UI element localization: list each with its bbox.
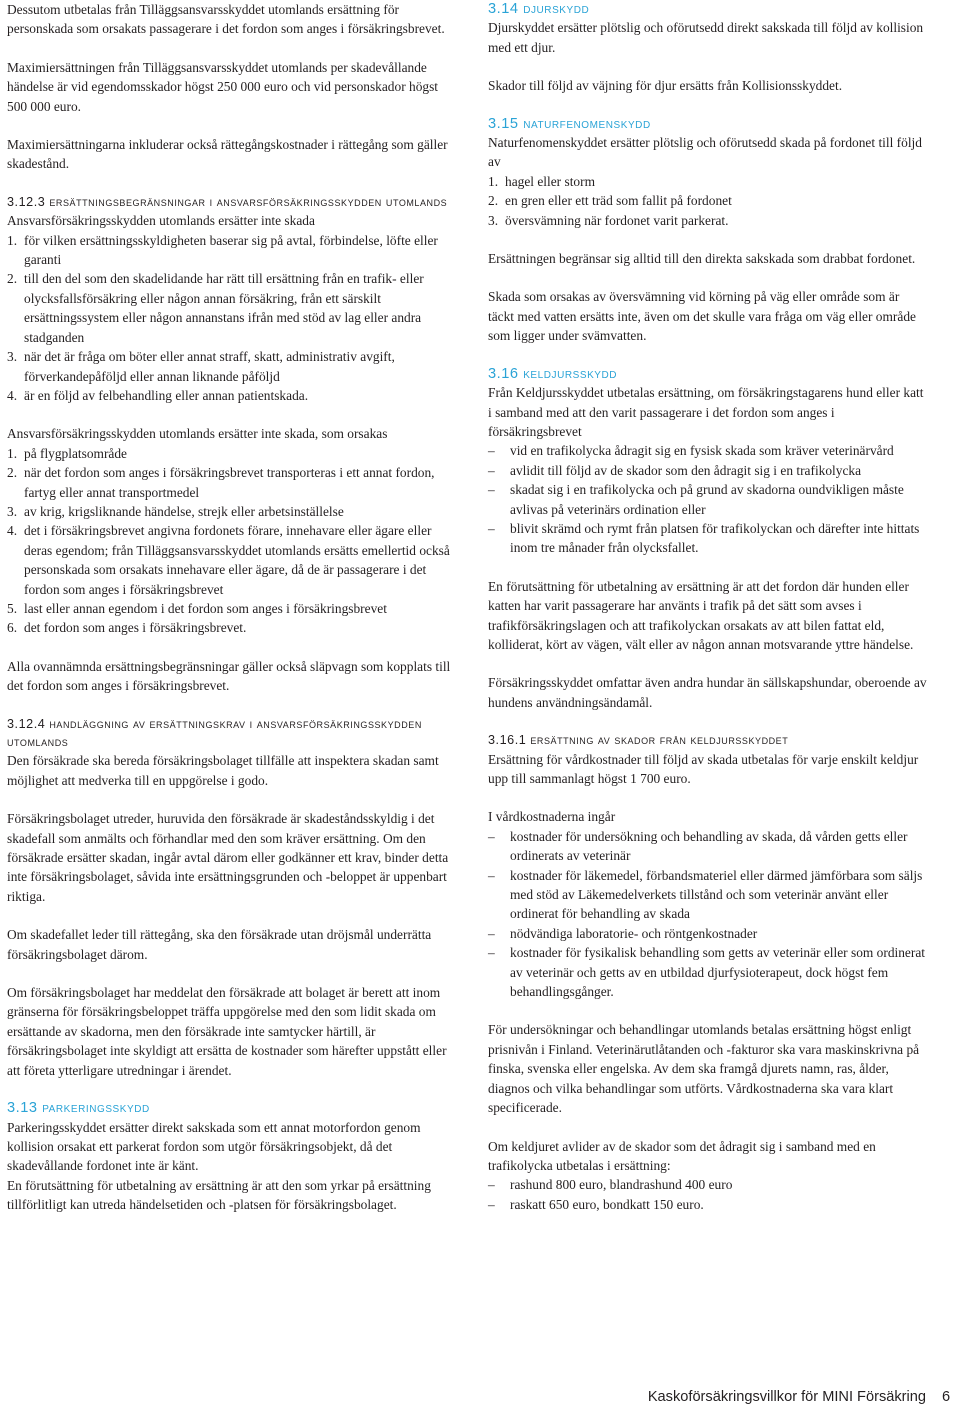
paragraph-3-16-1-b: För undersökningar och behandlingar utomlands betalas ersättning högst enligt prisnivån i Finland. Veterinärutlåtanden och -fakturor ska vara maskinskrivna på finska, svenska eller engelska. Av dem ska framgå djurets namn, ras, ålder, diagnos och vilka behandlingar som utförts. Vårdkostnaderna ska vara klart specificerade.	[488, 1022, 920, 1116]
list-item: 2. till den del som den skadelidande har rätt till ersättning från en trafik- eller olycksfallsförsäkring eller någon annan försäkring, från ett särskilt ersättningssystem eller någon annanstans ifrån med stöd av lag eller andra stadganden	[7, 271, 424, 345]
paragraph-3-16-1-intro: I vårdkostnaderna ingår	[488, 809, 616, 825]
list-item: – rashund 800 euro, blandrashund 400 euro	[488, 1175, 928, 1194]
paragraph-3-14-a: Djurskyddet ersätter plötslig och oförutsedd direkt sakskada till följd av kollision med ett djur.	[488, 20, 924, 55]
paragraph-3-15-b: Skada som orsakas av översvämning vid körning på väg eller område som är täckt med vatten ersätts inte, även om det skulle vara fråga om väg eller område som ligger under svämvatten.	[488, 289, 916, 344]
heading-3-12-3: 3.12.3 ersättningsbegränsningar i ansvarsförsäkringsskydden utomlands	[7, 194, 448, 209]
list-item: – kostnader för läkemedel, förbandsmateriel eller därmed jämförbara som säljs med stöd av Läkemedelverkets tillstånd och som veterinär använt eller ordinerat för behandling av skada	[488, 866, 928, 924]
heading-3-12-4: 3.12.4 handläggning av ersättningskrav i ansvarsförsäkringsskydden utomlands	[7, 716, 422, 749]
list-item: 3. när det är fråga om böter eller annat straff, skatt, administrativ avgift, förverkandepåföljd eller annan liknande påföljd	[7, 349, 395, 384]
list-item: – avlidit till följd av de skador som den ådragit sig i en trafikolycka	[488, 461, 928, 480]
heading-3-16-1: 3.16.1 ersättning av skador från keldjursskyddet	[488, 733, 789, 748]
paragraph-max-compensation: Maximiersättningen från Tilläggsansvarsskyddet utomlands per skadevållande händelse är vid egendomsskador högst 250 000 euro och vid personskador högst 500 000 euro.	[7, 59, 439, 114]
list-item: 1. för vilken ersättningsskyldigheten baserar sig på avtal, förbindelse, löfte eller garanti	[7, 232, 438, 268]
right-column	[488, 0, 928, 1214]
list-item: 2. en gren eller ett träd som fallit på fordonet	[488, 193, 732, 209]
paragraph-3-16-b: Försäkringsskyddet omfattar även andra hundar än sällskapshundar, oberoende av hundens användningsändamål.	[488, 675, 927, 710]
list-item: – skadat sig i en trafikolycka och på grund av skadorna oundvikligen måste avlivas på veterinärs ordination eller	[488, 480, 928, 519]
paragraph-3-12-4-c: Om skadefallet leder till rättegång, ska den försäkrade utan dröjsmål underrätta försäkringsbolaget därom.	[7, 927, 432, 962]
paragraph-3-16-1-a: Ersättning för vårdkostnader till följd av skada utbetalas för varje enskilt keldjur upp till sammanlagt högst 1 700 euro.	[488, 751, 919, 786]
list-item: 4. är en följd av felbehandling eller annan patientskada.	[7, 387, 309, 403]
paragraph-3-13-a: Parkeringsskyddet ersätter direkt sakskada som ett annat motorfordon genom kollision orsakat ett parkerat fordon som utgör försäkringsobjekt, då det skadevållande fordonet inte är känt.	[7, 1119, 421, 1174]
list-item: – nödvändiga laboratorie- och röntgenkostnader	[488, 924, 928, 943]
limitations-list	[7, 231, 452, 406]
page-footer	[648, 1387, 960, 1407]
list-item: 6. det fordon som anges i försäkringsbrevet.	[7, 620, 247, 636]
paragraph-alla: Alla ovannämnda ersättningsbegränsningar gäller också släpvagn som kopplats till det fordon som anges i försäkringsbrevet.	[7, 658, 451, 694]
list-item: – kostnader för fysikalisk behandling som getts av veterinär eller som ordinerat av veterinär och getts av en utbildad djurfysioterapeut, dock högst fem behandlingsgånger.	[488, 943, 928, 1001]
exclusions-list	[7, 444, 452, 638]
heading-3-16: 3.16 keldjursskydd	[488, 365, 618, 382]
paragraph-3-13-b: En förutsättning för utbetalning av ersättning är att den som yrkar på ersättning tillförlitligt kan utreda händelsetiden och -platsen för försäkringsbolaget.	[7, 1177, 431, 1213]
list-item: 1. på flygplatsområde	[7, 445, 127, 461]
list-item: 3. översvämning när fordonet varit parkerat.	[488, 212, 729, 228]
paragraph-3-14-b: Skador till följd av väjning för djur ersätts från Kollisionsskyddet.	[488, 78, 843, 94]
paragraph-intro: Dessutom utbetalas från Tilläggsansvarsskyddet utomlands ersättning för personskada som orsakats passagerare i det fordon som anges i försäkringsbrevet.	[7, 2, 445, 37]
heading-3-15: 3.15 naturfenomenskydd	[488, 115, 651, 132]
paragraph-3-12-4-b: Försäkringsbolaget utreder, huruvida den försäkrade är skadeståndsskyldig i det skadefall som anmälts och förhandlar med den som kräver ersättning. Om den försäkrade ersätter skadan, ingår avtal därom eller godkänner ett krav, binder detta inte försäkringsbolaget, såvida inte ersättningsgrunden och -beloppet är uppenbart riktiga.	[7, 811, 449, 904]
left-column	[7, 0, 452, 1215]
list-item: 4. det i försäkringsbrevet angivna fordonets förare, innehavare eller ägare eller deras egendom; från Tilläggsansvarsskyddet utomlands ersätts emellertid också personskada som orsakats innehavare eller ägare, då de är passagerare i det fordon som anges i försäkringsbrevet	[7, 523, 450, 597]
heading-3-13: 3.13 parkeringsskydd	[7, 1100, 150, 1117]
pet-conditions-list	[488, 441, 928, 557]
paragraph-3-12-4-d: Om försäkringsbolaget har meddelat den försäkrade att bolaget är berett att inom gränserna för försäkringsbeloppet träffa uppgörelse med den som lidit skada om ersättande av skadorna, men den försäkrade inte samtycker härtill, är försäkringsbolaget inte skyldigt att ersätta de kostnader som härefter uppstått eller att företa ytterligare utredningar i ärendet.	[7, 985, 447, 1078]
list-item: – blivit skrämd och rymt från platsen för trafikolyckan och därefter inte hittats inom tre månader från olycksfallet.	[488, 519, 928, 558]
list-item: – raskatt 650 euro, bondkatt 150 euro.	[488, 1195, 928, 1214]
list-item: 3. av krig, krigsliknande händelse, strejk eller arbetsinställelse	[7, 503, 344, 519]
paragraph-3-16-intro: Från Keldjursskyddet utbetalas ersättning, om försäkringstagarens hund eller katt i samband med att den varit passagerare i det fordon som anges i försäkringsbrevet	[488, 385, 924, 439]
paragraph-3-15-intro: Naturfenomenskyddet ersätter plötslig och oförutsedd skada på fordonet till följd av	[488, 135, 922, 170]
care-costs-list	[488, 827, 928, 1002]
list-item: – vid en trafikolycka ådragit sig en fysisk skada som kräver veterinärvård	[488, 441, 928, 460]
list-item: 1. hagel eller storm	[488, 173, 595, 189]
paragraph-3-12-4-a: Den försäkrade ska bereda försäkringsbolaget tillfälle att inspektera skadan samt möjlighet att medverka till en uppgörelse i godo.	[7, 753, 439, 788]
paragraph-max-includes: Maximiersättningarna inkluderar också rättegångskostnader i rättegång som gäller skadestånd.	[7, 137, 448, 172]
list-item: 5. last eller annan egendom i det fordon som anges i försäkringsbrevet	[7, 600, 387, 616]
paragraph-orsakas-intro: Ansvarsförsäkringsskydden utomlands ersätter inte skada, som orsakas	[7, 426, 388, 442]
page-number: 6	[942, 1389, 951, 1405]
death-compensation-list	[488, 1175, 928, 1214]
paragraph-3-15-a: Ersättningen begränsar sig alltid till den direkta sakskada som drabbat fordonet.	[488, 251, 916, 267]
paragraph-3-16-1-c-intro: Om keldjuret avlider av de skador som det ådragit sig i samband med en trafikolycka utbetalas i ersättning:	[488, 1138, 876, 1173]
heading-3-14: 3.14 djurskydd	[488, 1, 590, 17]
paragraph-3-16-a: En förutsättning för utbetalning av ersättning är att det fordon där hunden eller katten har varit passagerare har använts i trafik på det sätt som avses i trafikförsäkringslagen och att trafikolyckan orsakats av att bilen fattat eld, kolliderat, kört av vägen, vält eller av någon annan motsvarande yttre händelse.	[488, 578, 914, 652]
natural-phenomena-list	[488, 172, 928, 230]
footer-title: Kaskoförsäkringsvillkor för MINI Försäkring	[647, 1389, 926, 1405]
paragraph-3-12-3-intro: Ansvarsförsäkringsskydden utomlands ersätter inte skada	[7, 213, 315, 229]
list-item: – kostnader för undersökning och behandling av skada, då vården getts eller ordinerats av veterinär	[488, 827, 928, 866]
list-item: 2. när det fordon som anges i försäkringsbrevet transporteras i ett annat fordon, fartyg eller annat transportmedel	[7, 465, 435, 500]
